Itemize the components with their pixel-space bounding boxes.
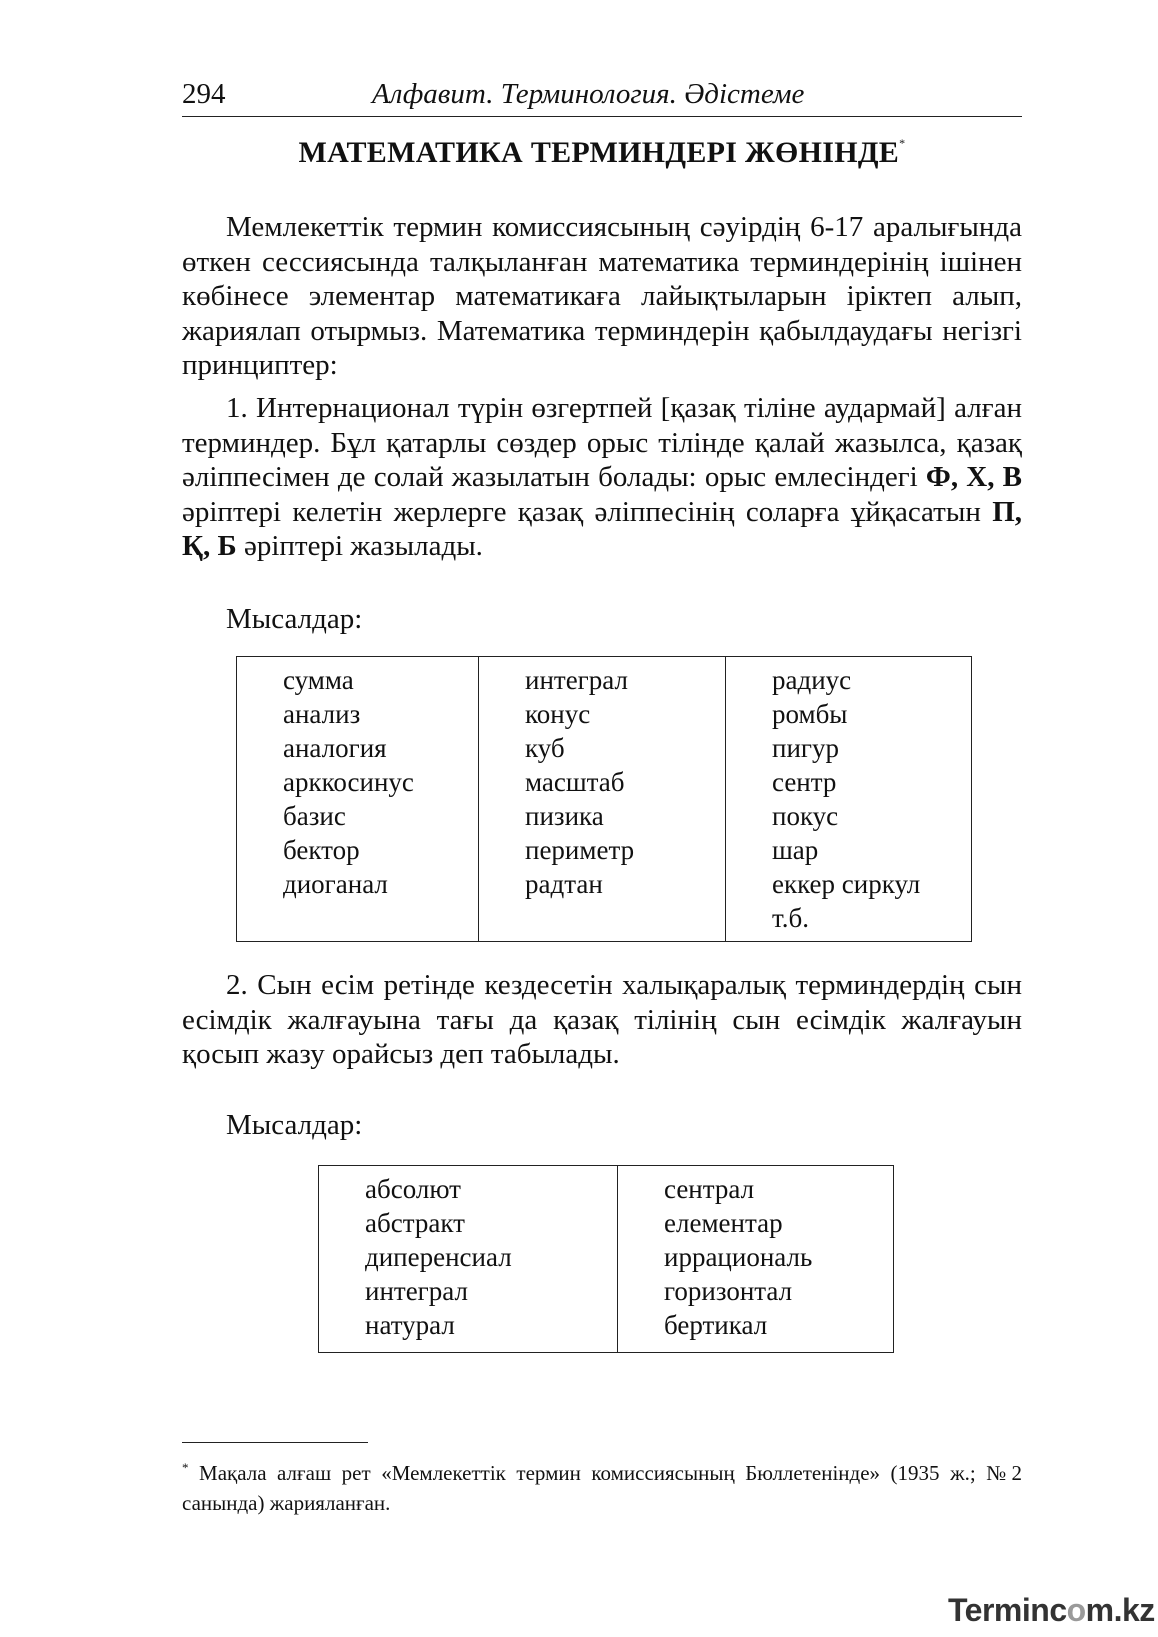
principle-2-paragraph: 2. Сын есім ретінде кездесетін халықаралық терминдердің сын есімдік жалғауына тағы да қазақ тілінің сын есімдік жалғауын қосып жазу орайсыз деп табылады. xyxy=(182,969,1022,1070)
table1-column-3 xyxy=(726,657,972,942)
examples-table-1 xyxy=(236,656,972,942)
table-term: интеграл xyxy=(365,1276,468,1306)
principle-1-bold-letters-1: Ф, Х, В xyxy=(925,461,1023,493)
principle-1-start: 1. Интернационал түрін өзгертпей [қазақ тіліне аудармай] алған терминдер. Бұл қатарлы сөздер орыс тілінде қалай жазылса, қазақ әліппесімен де солай жазылатын болады: орыс емлесіндегі xyxy=(182,392,1022,493)
table-term: пигур xyxy=(772,733,839,763)
table-term: т.б. xyxy=(772,903,810,933)
table-term: конус xyxy=(525,699,591,729)
principle-1-paragraph xyxy=(182,391,1022,564)
table-term: радтан xyxy=(525,869,603,899)
table-term: ромбы xyxy=(772,699,848,729)
article-title xyxy=(182,136,1022,170)
table-term: бектор xyxy=(283,835,360,865)
table-term: абстракт xyxy=(365,1208,465,1238)
table-term: натурал xyxy=(365,1310,455,1340)
table-term: елементар xyxy=(664,1208,783,1238)
table-term: шар xyxy=(772,835,819,865)
table-term: диперенсиал xyxy=(365,1242,512,1272)
table-term: анализ xyxy=(283,699,361,729)
table-term: горизонтал xyxy=(664,1276,793,1306)
footnote-text: Мақала алғаш рет «Мемлекеттік термин комиссиясының Бюллетенінде» (1935 ж.; №2 санында) жарияланған. xyxy=(182,1461,1023,1515)
principle-1-mid: әріптері келетін жерлерге қазақ әліппесінің соларға ұйқасатын xyxy=(182,495,993,528)
table1-column-2 xyxy=(479,657,726,942)
table-term: абсолют xyxy=(365,1174,461,1204)
table2-column-1 xyxy=(319,1166,618,1353)
principle-1-bold-letters-2: П, Қ, Б xyxy=(182,495,1022,562)
table-term: радиус xyxy=(772,665,852,695)
table-term: сентр xyxy=(772,767,837,797)
table-term: покус xyxy=(772,801,839,831)
table1-column-1 xyxy=(237,657,479,942)
footnote xyxy=(182,1453,1022,1518)
logo-part-1: Termin xyxy=(948,1592,1050,1628)
table-term: масштаб xyxy=(525,767,625,797)
examples-table-2 xyxy=(318,1165,894,1353)
page-header xyxy=(182,76,1022,117)
table-term: интеграл xyxy=(525,665,628,695)
logo-part-4: m.kz xyxy=(1085,1592,1155,1628)
table-term: иррациональ xyxy=(664,1242,813,1272)
footnote-mark: * xyxy=(182,1460,189,1475)
table-term: сумма xyxy=(283,665,354,695)
page-number: 294 xyxy=(182,78,226,110)
logo-part-2: c xyxy=(1049,1592,1067,1628)
table-term: еккер сиркул xyxy=(772,869,921,899)
title-footnote-mark: * xyxy=(899,136,906,150)
principle-1-end: әріптері жазылады. xyxy=(236,530,483,562)
table-term: базис xyxy=(283,801,346,831)
footnote-divider xyxy=(182,1442,368,1443)
examples-label-1: Мысалдар: xyxy=(226,603,363,635)
table-term: арккосинус xyxy=(283,767,414,797)
table-term: куб xyxy=(525,733,565,763)
table-term: пизика xyxy=(525,801,604,831)
table-term: периметр xyxy=(525,835,635,865)
running-title: Алфавит. Терминология. Әдістеме xyxy=(372,78,805,110)
table-term: аналогия xyxy=(283,733,387,763)
intro-paragraph: Мемлекеттік термин комиссиясының сәуірдің 6-17 аралығында өткен сессиясында талқыланған математика терминдерінің ішінен көбінесе элементар математикаға лайықтыларын іріктеп алып, жариялап отырмыз. Математика терминдерін қабылдаудағы негізгі принциптер: xyxy=(182,211,1022,381)
examples-label-2: Мысалдар: xyxy=(226,1109,363,1141)
article-title-text: МАТЕМАТИКА ТЕРМИНДЕРІ ЖӨНІНДЕ xyxy=(298,136,900,169)
termincom-logo xyxy=(948,1592,1155,1629)
table-term: бертикал xyxy=(664,1310,768,1340)
table-term: сентрал xyxy=(664,1174,755,1204)
logo-part-3: o xyxy=(1066,1592,1086,1628)
table2-column-2 xyxy=(618,1166,894,1353)
table-term: диоганал xyxy=(283,869,388,899)
